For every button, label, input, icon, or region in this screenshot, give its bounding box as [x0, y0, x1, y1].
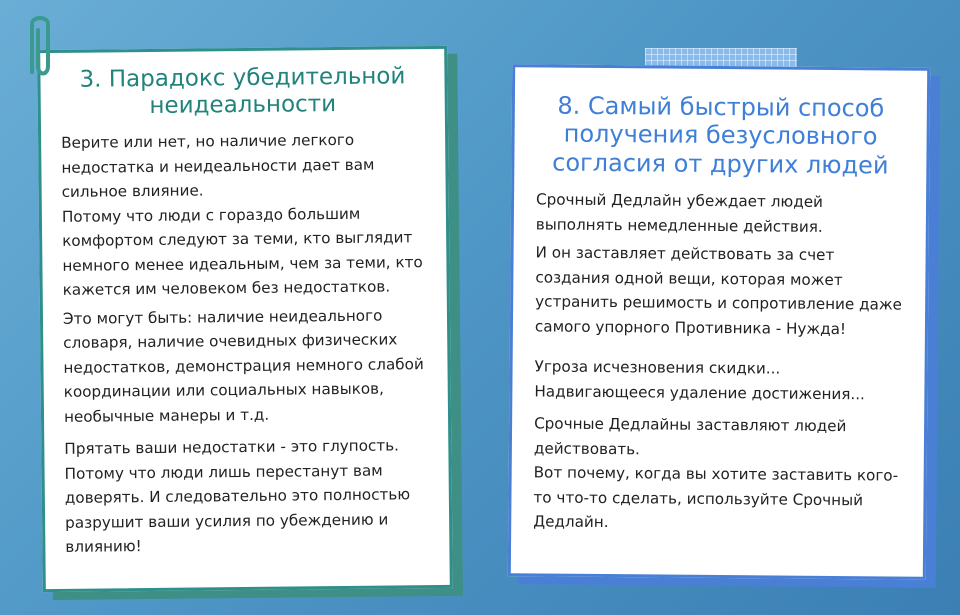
left-paragraph-2: Потому что люди с гораздо большим комфортом следуют за теми, кто выглядит немного менее идеальным, чем за теми, кто кажется им человеком без недостатков. — [61, 204, 423, 299]
left-paragraph-3: Это могут быть: наличие неидеального словаря, наличие очевидных физических недостатков, демонстрация немного слабой координации или социальных навыков, необычные манеры и т.д. — [62, 306, 424, 426]
left-card — [37, 46, 453, 592]
left-card-body — [61, 127, 440, 559]
right-paragraph-3: Угроза исчезновения скидки... Надвигающееся удаление достижения... — [534, 357, 866, 403]
left-paragraph-4: Прятать ваши недостатки - это глупость. Потому что люди лишь перестанут вам доверять. И следовательно это полностью разрушит ваши усилия по убеждению и влиянию! — [64, 436, 411, 556]
right-paragraph-2: И он заставляет действовать за счет создания одной вещи, которая может устранить решимость и сопротивление даже самого упорного Противника - Нужда! — [534, 243, 903, 338]
left-paragraph-1: Верите или нет, но наличие легкого недостатка и неидеальности дает вам сильное влияние. — [61, 130, 375, 201]
right-card-title: 8. Самый быстрый способ получения безусловного согласия от других людей — [552, 91, 889, 180]
right-card-body — [533, 187, 911, 537]
right-paragraph-4: Срочные Дедлайны заставляют людей действовать. — [533, 414, 847, 458]
right-card — [508, 64, 930, 580]
left-card-title: 3. Парадокс убедительной неидеальности — [79, 63, 406, 120]
right-paragraph-5: Вот почему, когда вы хотите заставить кого-то что-то сделать, используйте Срочный Дедлайн. — [533, 463, 899, 532]
right-paragraph-1: Срочный Дедлайн убеждает людей выполнять немедленные действия. — [535, 190, 824, 236]
paperclip-icon — [18, 10, 62, 90]
